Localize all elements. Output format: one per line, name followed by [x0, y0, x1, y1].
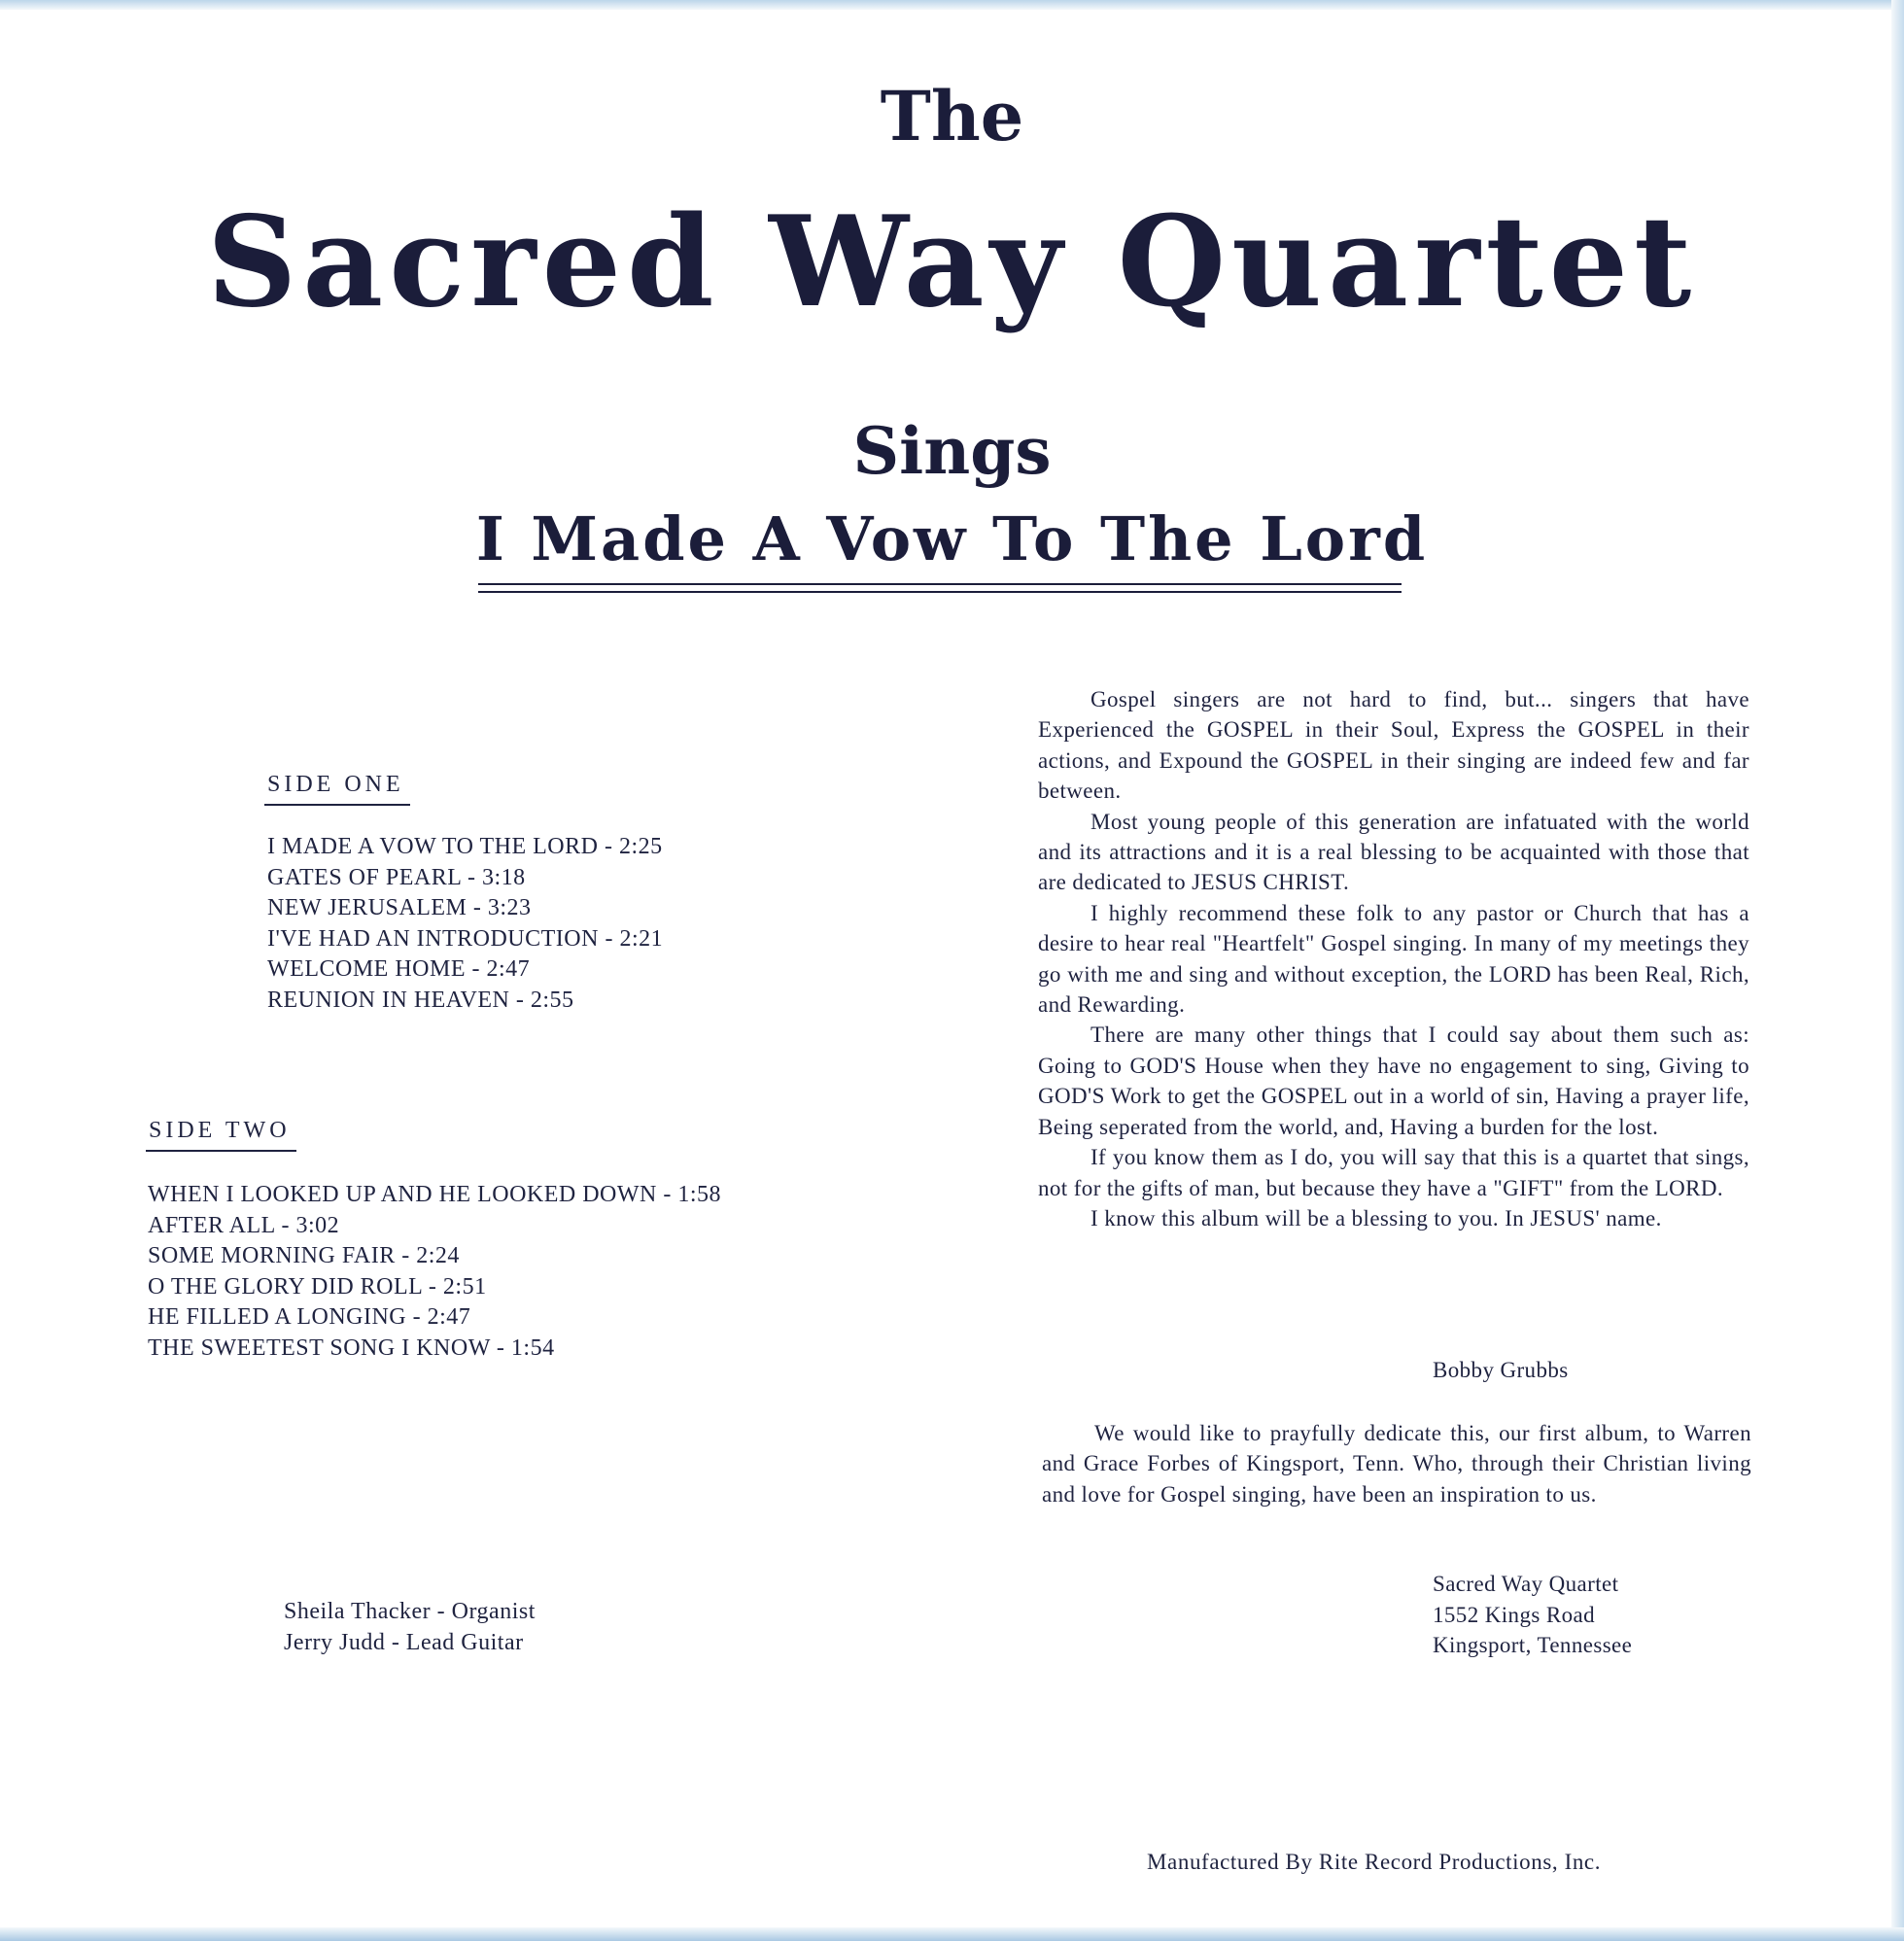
musician-credits	[284, 1597, 536, 1658]
address-line: 1552 Kings Road	[1433, 1602, 1595, 1627]
title-underline-top	[478, 583, 1402, 585]
dedication	[1042, 1418, 1751, 1509]
liner-paragraph: Gospel singers are not hard to find, but... singers that have Experienced the GOSPEL in their Soul, Express the GOSPEL in their actions, and Expound the GOSPEL in their singing are indeed few and far between.	[1038, 687, 1749, 804]
track-item: SOME MORNING FAIR - 2:24	[148, 1243, 460, 1268]
liner-signature: Bobby Grubbs	[1433, 1358, 1569, 1382]
scan-edge-bottom	[0, 1927, 1904, 1941]
side-one-tracklist	[267, 832, 663, 1016]
dedication-text: We would like to prayfully dedicate this, our first album, to Warren and Grace Forbes of Kingsport, Tenn. Who, through their Christian living and love for Gospel singing, have been an inspiration to us.	[1042, 1421, 1751, 1507]
side-two-heading: SIDE TWO	[146, 1118, 296, 1152]
address-line: Sacred Way Quartet	[1433, 1572, 1619, 1596]
address-line: Kingsport, Tennessee	[1433, 1633, 1633, 1657]
contact-address	[1433, 1569, 1632, 1661]
track-item: WELCOME HOME - 2:47	[267, 956, 531, 982]
group-name-title: Sacred Way Quartet	[206, 190, 1698, 335]
track-item: AFTER ALL - 3:02	[148, 1212, 340, 1238]
title-sings: Sings	[852, 413, 1052, 489]
credit-line: Sheila Thacker - Organist	[284, 1599, 536, 1624]
track-item: I'VE HAD AN INTRODUCTION - 2:21	[267, 925, 664, 952]
liner-notes	[1038, 684, 1749, 1233]
track-item: NEW JERUSALEM - 3:23	[267, 895, 532, 920]
scan-edge-top	[0, 0, 1904, 10]
liner-paragraph: Most young people of this generation are infatuated with the world and its attractions and it is a real blessing to be acquainted with those that are dedicated to JESUS CHRIST.	[1038, 809, 1749, 895]
liner-paragraph: I highly recommend these folk to any pastor or Church that has a desire to hear real "Heartfelt" Gospel singing. In many of my meetings they go with me and sing and without exception, the LORD has been Real, Rich, and Rewarding.	[1038, 900, 1749, 1018]
side-two-tracklist	[148, 1180, 721, 1364]
track-item: O THE GLORY DID ROLL - 2:51	[148, 1273, 487, 1300]
track-item: I MADE A VOW TO THE LORD - 2:25	[267, 834, 663, 859]
track-item: THE SWEETEST SONG I KNOW - 1:54	[148, 1334, 555, 1361]
track-item: WHEN I LOOKED UP AND HE LOOKED DOWN - 1:58	[148, 1182, 722, 1207]
title-underline-bottom	[478, 591, 1402, 593]
track-item: REUNION IN HEAVEN - 2:55	[267, 987, 574, 1013]
liner-paragraph: If you know them as I do, you will say that this is a quartet that sings, not for the gifts of man, but because they have a "GIFT" from the LORD.	[1038, 1145, 1749, 1200]
liner-paragraph: I know this album will be a blessing to you. In JESUS' name.	[1090, 1205, 1662, 1230]
album-title: I Made A Vow To The Lord	[475, 503, 1429, 574]
side-one-heading: SIDE ONE	[264, 772, 410, 806]
track-item: HE FILLED A LONGING - 2:47	[148, 1304, 471, 1330]
manufacturer-credit: Manufactured By Rite Record Productions, Inc.	[1147, 1850, 1602, 1874]
track-item: GATES OF PEARL - 3:18	[267, 864, 526, 890]
liner-paragraph: There are many other things that I could say about them such as: Going to GOD'S House when they have no engagement to sing, Giving to GOD'S Work to get the GOSPEL out in a world of sin, Having a prayer life, Being seperated from the world, and, Having a burden for the lost.	[1038, 1022, 1749, 1139]
title-the: The	[880, 76, 1024, 156]
credit-line: Jerry Judd - Lead Guitar	[284, 1629, 524, 1655]
